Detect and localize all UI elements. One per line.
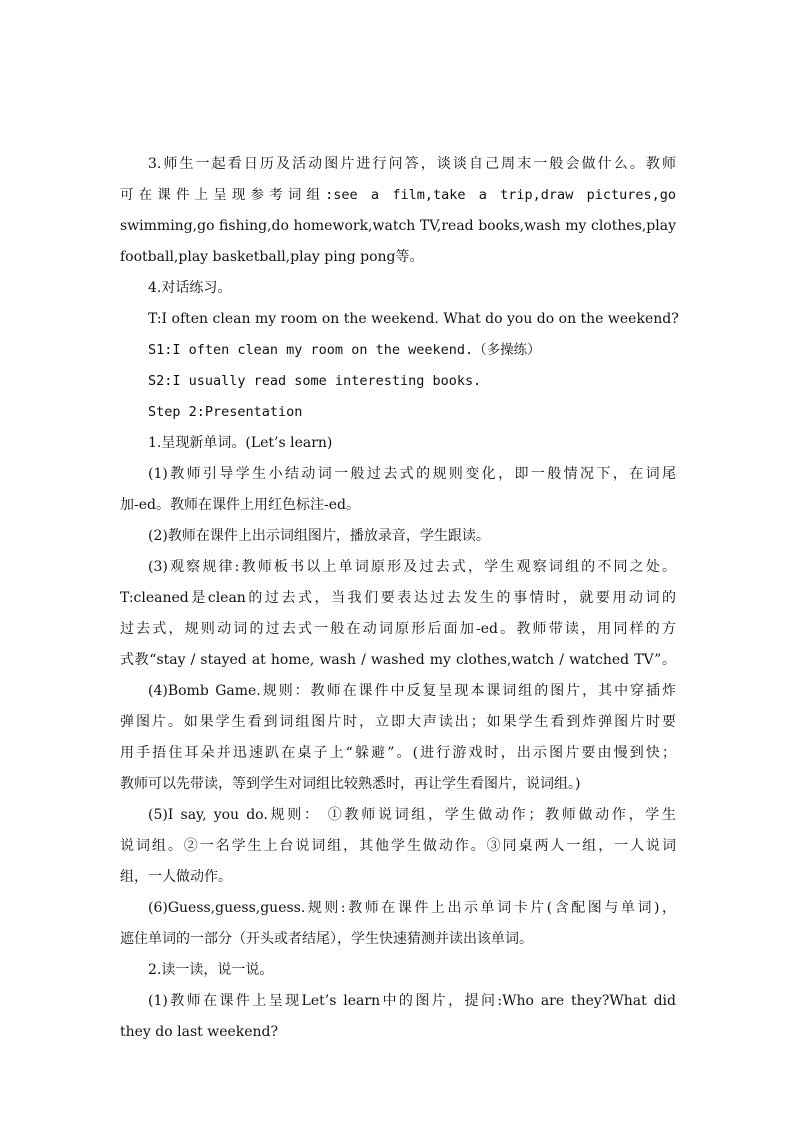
- text-line: 2.读一读，说一说。: [148, 962, 274, 978]
- text-line: (3)观察规律:教师板书以上单词原形及过去式，学生观察词组的不同之处。: [148, 559, 676, 575]
- text-line: 可在课件上呈现参考词组:see a film,take a trip,draw pictures,go: [120, 187, 676, 203]
- text-line: they do last weekend?: [120, 1024, 279, 1040]
- text-line: 组，一人做动作。: [120, 869, 232, 885]
- text-line: 说词组。②一名学生上台说词组，其他学生做动作。③同桌两人一组，一人说词: [120, 838, 676, 854]
- text-line: (4)Bomb Game.规则：教师在课件中反复呈现本课词组的图片，其中穿插炸: [148, 683, 676, 699]
- text-line: (1)教师引导学生小结动词一般过去式的规则变化，即一般情况下，在词尾: [148, 466, 676, 482]
- text-line: 3.师生一起看日历及活动图片进行问答，谈谈自己周末一般会做什么。教师: [148, 156, 676, 172]
- text-line: football,play basketball,play ping pong等。: [120, 249, 424, 265]
- text-line: (6)Guess,guess,guess.规则:教师在课件上出示单词卡片(含配图与单词)，: [148, 900, 676, 916]
- text-line: (1)教师在课件上呈现Let’s learn中的图片，提问:Who are they?What did: [148, 993, 676, 1009]
- text-line: 过去式，规则动词的过去式一般在动词原形后面加-ed。教师带读，用同样的方: [120, 621, 676, 637]
- text-line: 式教“stay / stayed at home, wash / washed my clothes,watch / watched TV”。: [120, 652, 676, 668]
- text-line: (5)I say, you do.规则： ①教师说词组，学生做动作；教师做动作，学生: [148, 807, 676, 823]
- text-line: 教师可以先带读，等到学生对词组比较熟悉时，再让学生看图片，说词组。): [120, 776, 581, 792]
- text-line: 弹图片。如果学生看到词组图片时，立即大声读出；如果学生看到炸弹图片时要: [120, 714, 676, 730]
- text-line: 遮住单词的一部分（开头或者结尾），学生快速猜测并读出该单词。: [120, 931, 533, 947]
- document-page: [120, 0, 679, 1122]
- text-line: swimming,go fishing,do homework,watch TV,read books,wash my clothes,play: [120, 218, 676, 234]
- text-line: 4.对话练习。: [148, 280, 232, 296]
- text-line: (2)教师在课件上出示词组图片，播放录音，学生跟读。: [148, 528, 490, 544]
- text-line: S1:I often clean my room on the weekend.（多操练）: [148, 342, 541, 358]
- text-line: 加-ed。教师在课件上用红色标注-ed。: [120, 497, 360, 513]
- section-heading: Step 2:Presentation: [148, 404, 303, 420]
- text-line: 用手捂住耳朵并迅速趴在桌子上“躲避”。(进行游戏时，出示图片要由慢到快；: [120, 745, 676, 761]
- text-line: T:cleaned是clean的过去式，当我们要表达过去发生的事情时，就要用动词的: [120, 590, 676, 606]
- text-line: S2:I usually read some interesting books.: [148, 373, 482, 389]
- text-line: 1.呈现新单词。(Let’s learn): [148, 435, 333, 451]
- text-line: T:I often clean my room on the weekend. What do you do on the weekend?: [148, 311, 679, 327]
